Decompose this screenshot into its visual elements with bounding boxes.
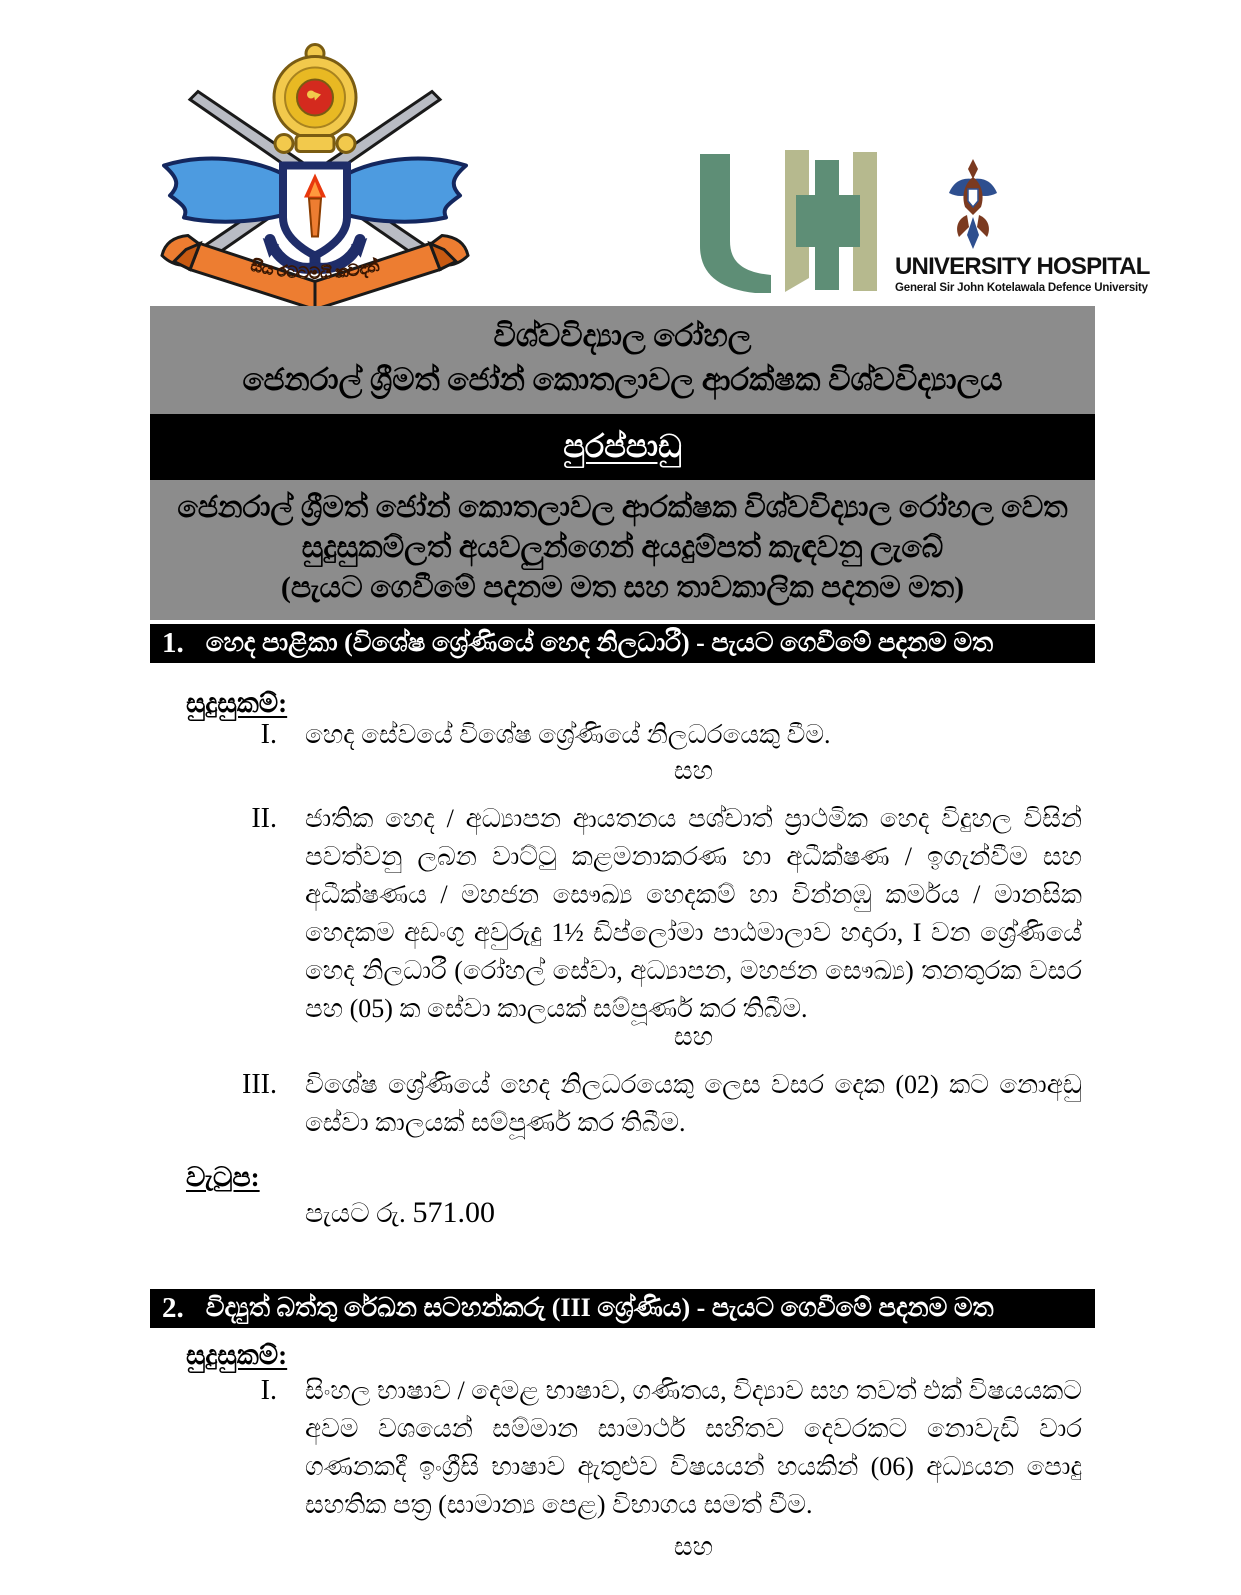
uh-logo-subtitle: General Sir John Kotelawala Defence University <box>895 282 1148 294</box>
item-text: හෙද සේවයේ විශේෂ ශ්‍රේණියේ නිලධරයෙකු වීම. <box>305 720 831 749</box>
university-name-banner <box>150 306 1095 414</box>
item-numeral: I. <box>260 719 277 750</box>
invitation-banner <box>150 480 1095 620</box>
salary-label: වැටුප: <box>186 1162 260 1192</box>
national-emblem-icon <box>274 45 356 153</box>
invite-line1: ජෙනරාල් ශ්‍රීමත් ජෝන් කොතලාවල ආරක්ෂක විශ්වවිද්‍යාල රෝහල වෙත <box>177 491 1068 524</box>
item-numeral: I. <box>260 1375 277 1406</box>
item-text: ජාතික හෙද / අධ්‍යාපන ආයතනය පශ්චාත් ප්‍රාථමික හෙද විදුහල විසින් පවත්වනු ලබන වාට්ටු කළමනාකරණ හා අධීක්ෂණ / ඉගැන්වීම සහ අධීක්ෂණය / මහජන සෞඛ්‍ය හෙදකම් හා වින්නඹු කර්මය / මානසික හෙදකම අඩංගු අවුරුදු 1½ ඩිප්ලෝමා පාඨමාලාව හදාරා, I වන ශ්‍රේණියේ හෙද නිලධාරී (රෝහල් සේවා, අධ්‍යාපන, මහජන සෞඛ්‍ය) තනතුරක වසර පහ (05) ක සේවා කාලයක් සම්පූර්ණ කර තිබීම. <box>305 804 1082 1023</box>
qualification-item <box>185 1372 1082 1524</box>
and-connector: සහ <box>673 1532 714 1561</box>
section-1-number: 1. <box>162 627 184 659</box>
salary-prefix: පැයට රු. <box>305 1198 406 1228</box>
masthead <box>150 306 1095 620</box>
qualification-item <box>185 800 1082 1028</box>
invite-line3: (පැයට ගෙවීමේ පදනම මත සහ තාවකාලික පදනම මත) <box>280 571 965 604</box>
section-1-title: හෙද පාළිකා (විශේෂ ශ්‍රේණියේ හෙද නිලධාරී) - පැයට ගෙවීමේ පදනම මත <box>205 628 994 657</box>
shield-icon <box>283 166 347 256</box>
invite-line2: සුදුසුකම්ලත් අයවලුන්ගෙන් අයදුම්පත් කැඳවනු ලැබේ <box>301 531 944 564</box>
section-2-title: විද්‍යුත් බත්තු රේඛන සටහන්කරු (III ශ්‍රේණිය) - පැයට ගෙවීමේ පදනම මත <box>205 1293 994 1322</box>
uh-logo-title: UNIVERSITY HOSPITAL <box>895 253 1150 280</box>
section-2-number: 2. <box>162 1292 184 1324</box>
vacancy-title: පුරප්පාඩු <box>563 428 682 464</box>
qualification-item <box>185 1066 1082 1142</box>
uh-crest-icon <box>947 157 999 253</box>
salary-amount: 571.00 <box>412 1196 495 1229</box>
and-connector: සහ <box>673 1022 714 1051</box>
qualification-item <box>185 716 1082 754</box>
item-numeral: II. <box>251 803 277 834</box>
section-2-qualifications-label: සුදුසුකම්: <box>186 1340 288 1370</box>
and-connector: සහ <box>673 756 714 785</box>
item-numeral: III. <box>242 1069 277 1100</box>
kdu-crest-logo <box>150 38 480 306</box>
salary-value <box>305 1196 495 1230</box>
vacancy-title-banner <box>150 414 1095 480</box>
uh-monogram-icon <box>693 148 885 293</box>
section-2-header <box>150 1289 1095 1328</box>
section-1-qualifications-label: සුදුසුකම්: <box>186 688 288 718</box>
university-hospital-logo <box>693 148 1150 296</box>
masthead-line2: ජෙනරාල් ශ්‍රීමත් ජෝන් කොතලාවල ආරක්ෂක විශ්වවිද්‍යාලය <box>242 362 1003 397</box>
kdu-motto-text: සිය රටටමයි කවදත් <box>249 257 381 283</box>
item-text: සිංහල භාෂාව / දෙමළ භාෂාව, ගණිතය, විද්‍යාව සහ තවත් එක් විෂයයකට අවම වශයෙන් සම්මාන සාමාර්ථ සහිතව දෙවරකට නොවැඩි වාර ගණනකදී ඉංග්‍රීසි භාෂාව ඇතුළුව විෂයයන් හයකින් (06) අධ්‍යයන පොදු සහතික පත්‍ර (සාමාන්‍ය පෙළ) විභාගය සමත් වීම. <box>305 1376 1082 1519</box>
item-text: විශේෂ ශ්‍රේණියේ හෙද නිලධරයෙකු ලෙස වසර දෙක (02) කට නොඅඩු සේවා කාලයක් සම්පූර්ණ කර තිබීම. <box>305 1070 1082 1137</box>
section-1-header <box>150 624 1095 663</box>
masthead-line1: විශ්වවිද්‍යාල රෝහල <box>493 318 752 353</box>
